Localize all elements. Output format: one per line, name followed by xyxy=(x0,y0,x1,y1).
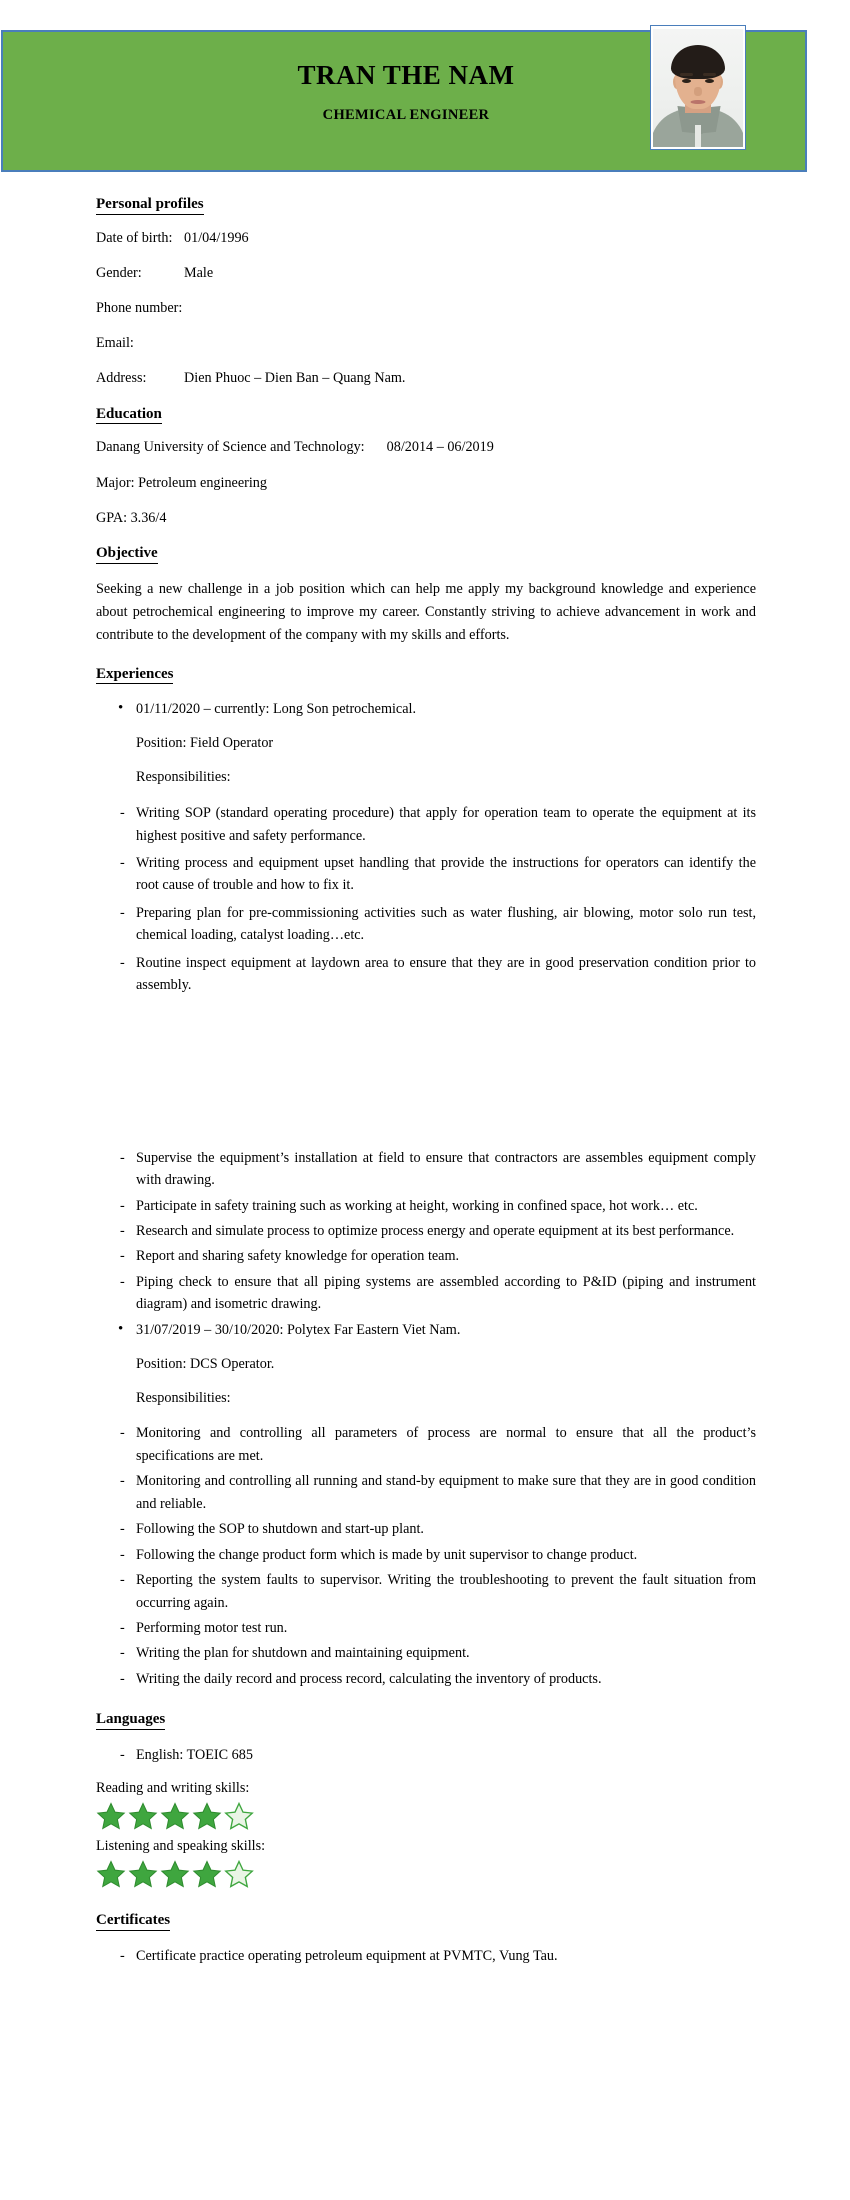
list-item: - Writing SOP (standard operating procedure) that apply for operation team to operate the equipment at its highest positive and safety performance. xyxy=(96,802,756,847)
list-item: - Supervise the equipment’s installation at field to ensure that contractors are assembles equipment comply with drawing. xyxy=(96,1147,756,1192)
skill-label-listening-speaking: Listening and speaking skills: xyxy=(96,1838,266,1855)
portrait-photo-image xyxy=(653,29,743,147)
job-1-responsibilities-label: Responsibilities: xyxy=(136,769,231,786)
list-item: - Routine inspect equipment at laydown area to ensure that they are in good preservation condition prior to assembly. xyxy=(96,952,756,997)
value-phone-number xyxy=(184,299,756,318)
star-filled-icon xyxy=(160,1859,190,1889)
value-address: Dien Phuoc – Dien Ban – Quang Nam. xyxy=(184,370,406,387)
star-filled-icon xyxy=(96,1801,126,1831)
label-gender: Gender: xyxy=(96,264,142,281)
star-filled-icon xyxy=(96,1859,126,1889)
portrait-photo xyxy=(650,25,746,150)
field-email xyxy=(96,334,756,353)
field-phone-number xyxy=(96,299,756,318)
star-rating-reading-writing xyxy=(96,1801,756,1831)
portrait-eye-right xyxy=(705,79,714,83)
education-major: Major: Petroleum engineering xyxy=(96,474,267,491)
list-item: - Monitoring and controlling all parameters of process are normal to ensure that all the product’s specifications are met. xyxy=(96,1422,756,1467)
languages-list xyxy=(96,1744,756,1766)
education-school-name: Danang University of Science and Technology: xyxy=(96,439,365,456)
list-item: - Monitoring and controlling all running and stand-by equipment to make sure that they are in good condition and reliable. xyxy=(96,1470,756,1515)
field-gender xyxy=(96,264,756,283)
section-heading-objective: Objective xyxy=(96,544,158,564)
page-break-gap xyxy=(96,1002,756,1147)
section-heading-personal-profiles: Personal profiles xyxy=(96,195,204,215)
label-email: Email: xyxy=(96,335,134,352)
list-item: - Writing the daily record and process record, calculating the inventory of products. xyxy=(96,1668,756,1690)
portrait-nose xyxy=(694,87,702,96)
label-date-of-birth: Date of birth: xyxy=(96,229,173,246)
page-title: TRAN THE NAM xyxy=(297,60,515,90)
star-filled-icon xyxy=(128,1859,158,1889)
value-date-of-birth: 01/04/1996 xyxy=(184,229,249,246)
section-objective xyxy=(96,544,756,647)
portrait-eyebrow-right xyxy=(703,73,716,76)
education-gpa: GPA: 3.36/4 xyxy=(96,509,167,526)
list-item: - English: TOEIC 685 xyxy=(96,1744,756,1766)
star-filled-icon xyxy=(128,1801,158,1831)
star-filled-icon xyxy=(192,1801,222,1831)
section-heading-education: Education xyxy=(96,405,162,425)
cv-body xyxy=(96,195,756,1972)
value-email xyxy=(184,334,756,353)
skill-label-reading-writing: Reading and writing skills: xyxy=(96,1780,250,1797)
list-item: - Participate in safety training such as working at height, working in confined space, hot work… etc. xyxy=(96,1195,756,1217)
star-rating-listening-speaking xyxy=(96,1859,756,1889)
job-1-responsibilities-page2 xyxy=(96,1147,756,1316)
star-filled-icon xyxy=(160,1801,190,1831)
list-item: - Preparing plan for pre-commissioning activities such as water flushing, air blowing, motor solo run test, chemical loading, catalyst loading…etc. xyxy=(96,902,756,947)
list-item: - Research and simulate process to optimize process energy and operate equipment at its best performance. xyxy=(96,1220,756,1242)
star-empty-icon xyxy=(224,1859,254,1889)
star-empty-icon xyxy=(224,1801,254,1831)
job-2-position: Position: DCS Operator. xyxy=(136,1355,275,1372)
list-item: - Certificate practice operating petroleum equipment at PVMTC, Vung Tau. xyxy=(96,1945,756,1967)
field-address xyxy=(96,369,756,388)
list-item: - Following the SOP to shutdown and start-up plant. xyxy=(96,1518,756,1540)
section-heading-certificates: Certificates xyxy=(96,1911,170,1931)
job-2-title: • 31/07/2019 – 30/10/2020: Polytex Far Eastern Viet Nam. xyxy=(96,1319,756,1341)
list-item: - Performing motor test run. xyxy=(96,1617,756,1639)
section-heading-languages: Languages xyxy=(96,1710,165,1730)
job-2-responsibilities-label: Responsibilities: xyxy=(136,1389,231,1406)
section-heading-experiences: Experiences xyxy=(96,665,173,685)
section-certificates xyxy=(96,1911,756,1967)
portrait-eyebrow-left xyxy=(680,73,693,76)
list-item: - Piping check to ensure that all piping systems are assembled according to P&ID (piping and instrument diagram) and isometric drawing. xyxy=(96,1271,756,1316)
job-1-position: Position: Field Operator xyxy=(136,735,274,752)
experience-job-1 xyxy=(96,698,756,720)
experience-job-2 xyxy=(96,1319,756,1341)
section-personal-profiles xyxy=(96,195,756,389)
label-phone-number: Phone number: xyxy=(96,300,183,317)
certificates-list xyxy=(96,1945,756,1967)
objective-text: Seeking a new challenge in a job position which can help me apply my background knowledge and experience about petrochemical engineering to improve my career. Constantly striving to achieve advancement in work and contribute to the development of the company with my skills and efforts. xyxy=(96,580,756,643)
star-filled-icon xyxy=(192,1859,222,1889)
list-item: - Report and sharing safety knowledge for operation team. xyxy=(96,1245,756,1267)
section-languages xyxy=(96,1710,756,1889)
portrait-placket xyxy=(695,125,701,147)
list-item: - Writing the plan for shutdown and maintaining equipment. xyxy=(96,1642,756,1664)
education-school-row xyxy=(96,438,756,457)
field-date-of-birth xyxy=(96,229,756,248)
section-experiences xyxy=(96,665,756,1691)
list-item: - Writing process and equipment upset handling that provide the instructions for operators can identify the root cause of trouble and how to fix it. xyxy=(96,852,756,897)
job-1-responsibilities-page1 xyxy=(96,802,756,997)
portrait-eye-left xyxy=(682,79,691,83)
section-education xyxy=(96,405,756,528)
value-gender: Male xyxy=(184,264,214,281)
education-school-dates: 08/2014 – 06/2019 xyxy=(386,439,494,456)
portrait-mouth xyxy=(691,100,706,104)
list-item: - Reporting the system faults to supervisor. Writing the troubleshooting to prevent the fault situation from occurring again. xyxy=(96,1569,756,1614)
label-address: Address: xyxy=(96,370,147,387)
list-item: - Following the change product form which is made by unit supervisor to change product. xyxy=(96,1544,756,1566)
job-title-subtitle: CHEMICAL ENGINEER xyxy=(322,107,490,124)
job-1-title: • 01/11/2020 – currently: Long Son petrochemical. xyxy=(96,698,756,720)
job-2-responsibilities xyxy=(96,1422,756,1690)
